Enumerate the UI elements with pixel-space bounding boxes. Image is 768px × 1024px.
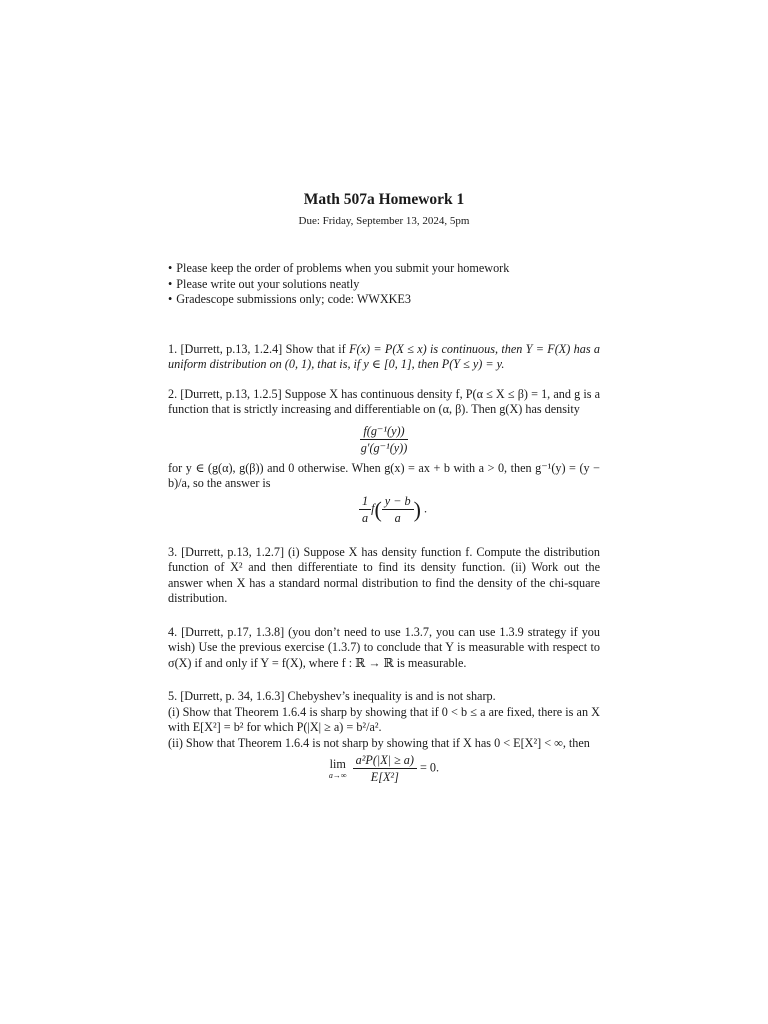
instruction-item: • Gradescope submissions only; code: WWXKE3 [168,292,411,306]
bullet-icon: • [168,292,173,306]
problem-2-text-a: X has continuous density f, P(α ≤ X ≤ β) = 1, and g is a function that is strictly increasing and differentiable on (α, β). Then g(X) has density [168,386,600,416]
problem-3-text: 3. [Durrett, p.13, 1.2.7] (i) Suppose X has density function f. Compute the distribution function of X² and then differentiate to find its density function. (ii) Work out the answer when X has a standard normal distribution to find the density of the chi-square distribution. [168,544,600,605]
problem-4 [168,625,600,672]
problem-2 [168,387,600,525]
instruction-item: • Please keep the order of problems when you submit your homework [168,261,510,275]
due-date: Due: Friday, September 13, 2024, 5pm [298,215,470,227]
bullet-icon: • [168,276,173,291]
problem-2-label: 2. [Durrett, p.13, 1.2.5] Suppose [168,386,327,401]
problem-5 [168,689,600,784]
density-numerator: f(g⁻¹(y)) [360,424,407,440]
answer-formula: $\frac{1}{a}$ f( $\frac{y - b}{a}$ ) . [168,494,600,525]
problem-5-line-3: (ii) Show that Theorem 1.6.4 is not sharp by showing that if X has 0 < E[X²] < ∞, then [168,735,590,750]
bullet-icon: • [168,261,173,275]
limit-formula: lim a→∞ $\frac{\text{a²P(|X| ≥ a)}}{\text{E[X²]}}$ = 0. [328,753,440,784]
instruction-item: • Please write out your solutions neatly [168,276,360,291]
density-denominator: g′(g⁻¹(y)) [360,440,408,455]
problem-1 [168,342,600,373]
instructions-list [168,261,600,308]
page-title: Math 507a Homework 1 [303,191,465,208]
problem-5-line-1: 5. [Durrett, p. 34, 1.6.3] Chebyshev’s inequality is and is not sharp. [168,689,496,703]
problem-1-text: F(x) = P(X ≤ x) is continuous, then Y = F(X) has a uniform distribution on (0, 1), that is, if y ∈ [0, 1], then P(Y ≤ y) = y. [168,341,600,371]
problem-2-text-b: for y ∈ (g(α), g(β)) and 0 otherwise. When g(x) = ax + b with a > 0, then g⁻¹(y) = (y − b)/a, so the answer is [168,460,600,490]
density-formula [168,424,600,455]
homework-page [168,190,600,798]
problem-1-label: 1. [Durrett, p.13, 1.2.4] Show that if [168,341,346,356]
problem-3 [168,545,600,607]
problem-4-text: 4. [Durrett, p.17, 1.3.8] (you don’t need to use 1.3.7, you can use 1.3.9 strategy if you wish) Use the previous exercise (1.3.7) to conclude that Y is measurable with respect to σ(X) if and only if Y = f(X), where f : ℝ → ℝ is measurable. [168,624,600,670]
problem-5-line-2: (i) Show that Theorem 1.6.4 is sharp by showing that if 0 < b ≤ a are fixed, there is an X with E[X²] = b² for which P(|X| ≥ a) = b²/a². [168,704,600,734]
